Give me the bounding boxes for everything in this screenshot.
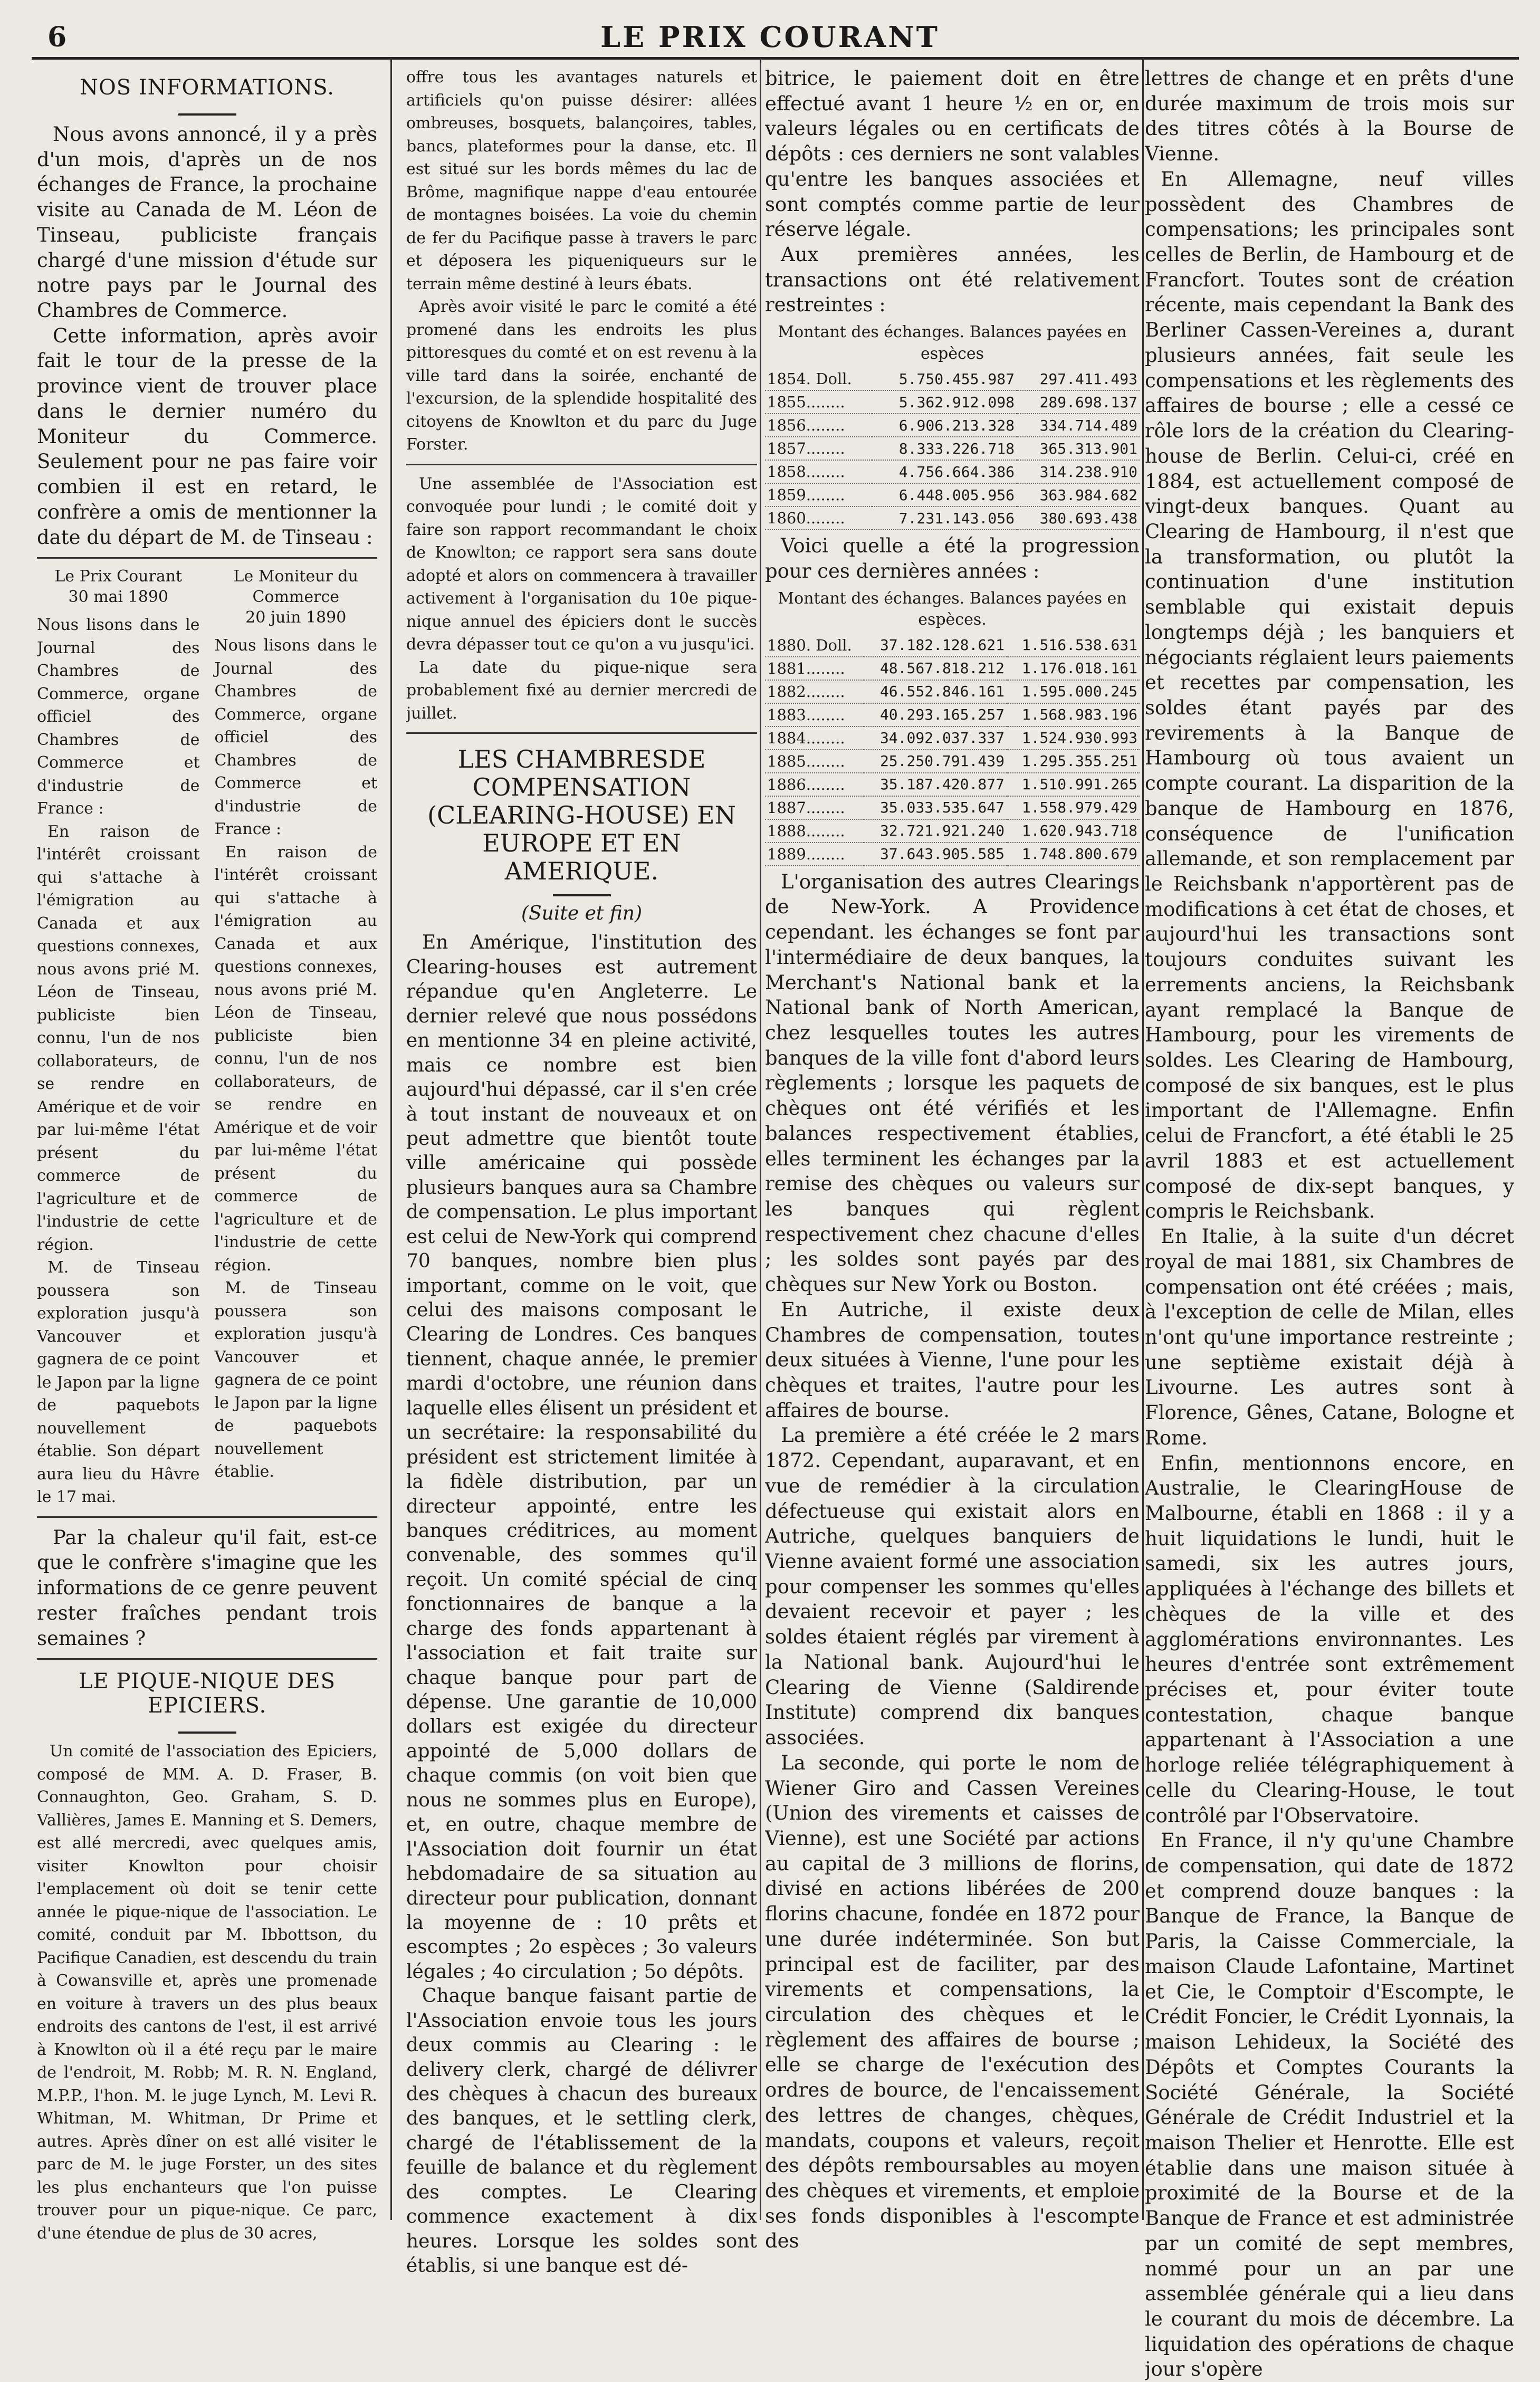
divider — [406, 464, 757, 465]
amount-cell: 6.448.005.956 — [872, 483, 1017, 506]
table-row — [765, 634, 1140, 657]
amount-cell: 6.906.213.328 — [872, 414, 1017, 437]
paragraph: La seconde, qui porte le nom de Wiener Giro and Cassen Vereines (Union des virements et caisses de Vienne), est une Société par actions au capital de 3 millions de florins, divisé en actions libérées de 200 florins chacune, fondée en 1872 pour une durée indéterminée. Son but principal est de faciliter, par des virements et compensations, la circulation des chèques et le règlement des affaires de bourse ; elle se charge de l'exécution des ordres de bource, de l'encaissement des lettres de changes, chèques, mandats, coupons et valeurs, reçoit des dépôts remboursables au moyen des chèques et virements, et emploie ses fonds disponibles à l'escompte des — [765, 1751, 1140, 2253]
paragraph: Voici quelle a été la progression pour ces dernières années : — [765, 534, 1140, 582]
balance-cell: 1.558.979.429 — [1007, 796, 1140, 819]
table-row — [765, 657, 1140, 680]
masthead — [0, 11, 1540, 58]
table-header — [765, 322, 1140, 365]
balance-cell: 1.516.538.631 — [1007, 634, 1140, 657]
paragraph: M. de Tinseau poussera son exploration jusqu'à Vancouver et gagnera de ce point le Japon par la ligne de paquebots nouvellement établie. Son départ aura lieu du Hâvre le 17 mai. — [37, 1258, 200, 1507]
year-cell: 1887........ — [765, 796, 864, 819]
article-heading: LES CHAMBRESDE COMPENSATION (CLEARING-HOUSE) EN EUROPE ET EN AMERIQUE. — [427, 745, 736, 885]
balance-cell: 1.748.800.679 — [1007, 843, 1140, 866]
year-cell: 1859........ — [765, 483, 872, 506]
balance-cell: 1.524.930.993 — [1007, 726, 1140, 750]
exchange-table-1889 — [765, 634, 1140, 866]
year-cell: 1858........ — [765, 460, 872, 483]
table-row — [765, 703, 1140, 726]
table-row — [765, 483, 1140, 506]
comparison-left — [37, 566, 200, 1509]
paragraph: Un comité de l'association des Epiciers, composé de MM. A. D. Fraser, B. Connaughton, Geo. Graham, S. D. Vallières, James E. Manning et S. Demers, est allé mercredi, avec quelques amis, visiter Knowlton pour choisir l'emplacement où doit se tenir cette année le pique-nique de l'association. Le comité, conduit par M. Ibbottson, du Pacifique Canadien, est descendu du train à Cowansville et, après une promenade en voiture à travers un des plus beaux endroits des cantons de l'est, il est arrivé à Knowlton où il a été reçu par le maire de l'endroit, M. Robb; M. R. N. England, M.P.P., l'hon. M. le juge Lynch, M. Levi R. Whitman, M. Whitman, Dr Prime et autres. Après dîner on est allé visiter le parc de M. le juge Forster, un des sites les plus enchanteurs que l'on puisse trouver pour un pique-nique. Ce parc, d'une étendue de plus de 30 acres, — [37, 1742, 377, 2243]
paragraph: En raison de l'intérêt croissant qui s'attache à l'émigration au Canada et aux questions connexes, nous avons prié M. Léon de Tinseau, publiciste bien connu, l'un de nos collaborateurs, de se rendre en Amérique et de voir par lui-même l'état présent du commerce de l'agriculture et de l'industrie de cette région. — [37, 822, 200, 1254]
balance-cell: 1.620.943.718 — [1007, 819, 1140, 843]
balance-cell: 334.714.489 — [1017, 414, 1140, 437]
exchange-table-1860 — [765, 368, 1140, 530]
column-2 — [406, 66, 757, 2279]
amount-cell: 4.756.664.386 — [872, 460, 1017, 483]
paragraph: En Amérique, l'institution des Clearing-houses est autrement répandue qu'en Angleterre. Le dernier relevé que nous possédons en mentionne 34 en pleine activité, mais ce nombre est bien aujourd'hui dépassé, car il s'en crée à tout instant de nouveaux et on peut admettre que bientôt toute ville américaine qui possède plusieurs banques aura sa Chambre de compensation. Le plus important est celui de New-York qui comprend 70 banques, nombre bien plus important, comme on le voit, que celui des maisons composant le Clearing de Londres. Ces banques tiennent, chaque année, le premier mardi d'octobre, une réunion dans laquelle elles élisent un président et un secrétaire: la responsabilité du président est strictement limitée à la fidèle distribution, par un directeur appointé, entre les banques créditrices, au moment convenable, des sommes qu'il reçoit. Un comité spécial de cinq fonctionnaires de banque a la charge des fonds appartenant à l'association et fait traite sur chaque banque pour part de dépense. Une garantie de 10,000 dollars est exigée du directeur appointé de 5,000 dollars de chaque commis (on voit bien que nous ne sommes plus en Europe), et, en outre, chaque membre de l'Association doit fournir un état hebdomadaire de sa situation au directeur pour publication, donnant la moyenne de : 10 prêts et escomptes ; 2o espèces ; 3o valeurs légales ; 4o circulation ; 5o dépôts. — [406, 932, 757, 1983]
table-row — [765, 414, 1140, 437]
year-cell: 1886........ — [765, 773, 864, 796]
heading-rule — [178, 1732, 236, 1734]
paragraph: offre tous les avantages naturels et artificiels qu'on puisse désirer: allées ombreuses, bosquets, balançoires, tables, bancs, plateformes pour la danse, etc. Il est situé sur les bords mêmes du lac de Brôme, magnifique nappe d'eau entourée de montagnes boisées. La voie du chemin de fer du Pacifique passe à travers le parc et déposera les piqueniqueurs sur le terrain même destiné à leurs ébats. — [406, 68, 757, 293]
table-row — [765, 726, 1140, 750]
year-cell: 1888........ — [765, 819, 864, 843]
divider — [37, 557, 377, 559]
column-3 — [765, 66, 1140, 2254]
section-heading: LE PIQUE-NIQUE DES EPICIERS. — [78, 1669, 336, 1718]
year-cell: 1889........ — [765, 843, 864, 866]
year-cell: 1856........ — [765, 414, 872, 437]
year-cell: 1857........ — [765, 437, 872, 460]
paragraph: La date du pique-nique sera probablement fixé au dernier mercredi de juillet. — [406, 658, 757, 723]
section-heading: NOS INFORMATIONS. — [80, 75, 334, 100]
column-4 — [1145, 66, 1514, 2382]
amount-cell: 35.033.535.647 — [864, 796, 1007, 819]
balance-cell: 363.984.682 — [1017, 483, 1140, 506]
year-cell: 1883........ — [765, 703, 864, 726]
column-divider — [760, 58, 761, 2220]
balance-cell: 1.295.355.251 — [1007, 750, 1140, 773]
divider — [406, 732, 757, 734]
article-subheading: (Suite et fin) — [521, 903, 643, 925]
amount-cell: 5.362.912.098 — [872, 390, 1017, 414]
column-divider — [1142, 58, 1144, 2220]
heading-rule — [553, 894, 611, 896]
paragraph: En Autriche, il existe deux Chambres de compensation, toutes deux situées à Vienne, l'une pour les chèques et traites, l'autre pour les affaires de bourse. — [765, 1298, 1140, 1422]
amount-cell: 25.250.791.439 — [864, 750, 1007, 773]
amount-cell: 7.231.143.056 — [872, 506, 1017, 530]
year-cell: 1860........ — [765, 506, 872, 530]
year-cell: 1881........ — [765, 657, 864, 680]
table-row — [765, 843, 1140, 866]
table-row — [765, 437, 1140, 460]
heading-rule — [178, 113, 236, 116]
table-row — [765, 506, 1140, 530]
paragraph: Nous lisons dans le Journal des Chambres de Commerce, organe officiel des Chambres de Commerce et d'industrie de France : — [37, 616, 200, 818]
divider — [37, 1658, 377, 1660]
amount-cell: 34.092.037.337 — [864, 726, 1007, 750]
amount-cell: 48.567.818.212 — [864, 657, 1007, 680]
table-row — [765, 460, 1140, 483]
paragraph: En Allemagne, neuf villes possèdent des Chambres de compensations; les principales sont celles de Berlin, de Hambourg et de Francfort. Toutes sont de création récente, mais cependant la Bank des Berliner Cassen-Vereines a, durant plusieurs années, fait seule les compensations et les règlements des affaires de bourse ; elle a cessé ce rôle lors de la création du Clearing-house de Berlin. Celui-ci, créé en 1884, est actuellement composé de vingt-deux banques. Quant au Clearing de Hambourg, il n'est que la transformation, ou plutôt la continuation d'une institution semblable qui existait depuis longtemps déjà ; les banquiers et négociants réglaient leurs paiements et recettes par compensation, les soldes étant payés par des revirements à la Banque de Hambourg où tous avaient un compte courant. La disparition de la banque de Hambourg en 1876, conséquence de l'unification allemande, et son remplacement par le Reichsbank n'apportèrent pas de modifications à cet état de choses, et aujourd'hui les transactions sont toujours conduites suivant les errements anciens, la Reichsbank ayant remplacé la Banque de Hambourg, pour les virements de soldes. Les Clearing de Hambourg, composé de six banques, est le plus important de l'Allemagne. Enfin celui de Francfort, a été établi le 25 avril 1883 et est actuellement composé de dix-sept banques, y compris le Reichsbank. — [1145, 167, 1514, 1223]
comparison-right-head: Le Moniteur du Commerce 20 juin 1890 — [233, 567, 358, 627]
table-row — [765, 819, 1140, 843]
comparison-columns — [37, 566, 377, 1509]
page-number: 6 — [47, 21, 67, 53]
table-row — [765, 680, 1140, 703]
table-header — [765, 588, 1140, 631]
table-row — [765, 773, 1140, 796]
paragraph: Par la chaleur qu'il fait, est-ce que le confrère s'imagine que les informations de ce genre peuvent rester fraîches pendant trois semaines ? — [37, 1526, 377, 1650]
amount-cell: 35.187.420.877 — [864, 773, 1007, 796]
table-header-balance: Balances payées en espèces — [920, 323, 1127, 363]
balance-cell: 380.693.438 — [1017, 506, 1140, 530]
balance-cell: 297.411.493 — [1017, 368, 1140, 390]
paragraph: lettres de change et en prêts d'une durée maximum de trois mois sur des titres côtés à la Bourse de Vienne. — [1145, 67, 1514, 166]
year-cell: 1884........ — [765, 726, 864, 750]
paragraph: Une assemblée de l'Association est convoquée pour lundi ; le comité doit y faire son rapport recommandant le choix de Knowlton; ce rapport sera sans doute adopté et alors on commencera à travailler activement à l'organisation du 10e pique-nique annuel des épiciers dont le succès devra dépasser tout ce qu'on a vu jusqu'ici. — [406, 474, 757, 654]
balance-cell: 314.238.910 — [1017, 460, 1140, 483]
comparison-right — [215, 566, 378, 1509]
balance-cell: 1.568.983.196 — [1007, 703, 1140, 726]
paragraph: Aux premières années, les transactions ont été relativement restreintes : — [765, 243, 1140, 317]
paragraph: M. de Tinseau poussera son exploration jusqu'à Vancouver et gagnera de ce point le Japon par la ligne de paquebots nouvellement établie. — [214, 1279, 377, 1481]
column-divider — [390, 58, 392, 2220]
top-rule — [32, 57, 1519, 60]
year-cell: 1854. Doll. — [765, 368, 872, 390]
divider — [37, 1516, 377, 1518]
paragraph: L'organisation des autres Clearings de New-York. A Providence cependant. les échanges se font par l'intermédiaire de deux banques, la Merchant's National bank et la National bank of North American, chez lesquelles toutes les autres banques de la ville font d'abord leurs règlements ; lorsque les paquets de chèques ont été vérifiés et les balances respectivement établies, elles terminent les échanges par la remise des chèques ou valeurs sur les banques qui règlent respectivement chez chacune d'elles ; les soldes sont payés par des chèques sur New York ou Boston. — [765, 870, 1140, 1296]
table-header-amount: Montant des échanges. — [778, 589, 965, 608]
balance-cell: 289.698.137 — [1017, 390, 1140, 414]
balance-cell: 365.313.901 — [1017, 437, 1140, 460]
amount-cell: 46.552.846.161 — [864, 680, 1007, 703]
table-row — [765, 750, 1140, 773]
amount-cell: 37.643.905.585 — [864, 843, 1007, 866]
table-row — [765, 796, 1140, 819]
table-header-balance: Balances payées en espèces. — [918, 589, 1127, 629]
amount-cell: 40.293.165.257 — [864, 703, 1007, 726]
year-cell: 1885........ — [765, 750, 864, 773]
amount-cell: 37.182.128.621 — [864, 634, 1007, 657]
paragraph: bitrice, le paiement doit en être effectué avant 1 heure ½ en or, en valeurs légales ou en certificats de dépôts : ces derniers ne sont valables qu'entre les banques associées et sont comptés comme partie de leur réserve légale. — [765, 67, 1140, 241]
paragraph: Nous avons annoncé, il y a près d'un mois, d'après un de nos échanges de France, la prochaine visite au Canada de M. Léon de Tinseau, publiciste français chargé d'une mission d'étude sur notre pays par le Journal des Chambres de Commerce. — [37, 123, 377, 322]
paragraph: Enfin, mentionnons encore, en Australie, le ClearingHouse de Malbourne, établi en 1868 : il y a huit liquidations le lundi, huit le samedi, six les autres jours, appliquées à l'échange des billets et chèques de la ville et des agglomérations environnantes. Les heures d'entrée sont extrêmement précises et, pour éviter toute contestation, chaque banque appartenant à l'Association a une horloge reliée télégraphiquement à celle du Clearing-House, le tout contrôlé par l'Observatoire. — [1145, 1451, 1514, 1827]
comparison-left-head: Le Prix Courant 30 mai 1890 — [54, 567, 183, 607]
amount-cell: 32.721.921.240 — [864, 819, 1007, 843]
amount-cell: 8.333.226.718 — [872, 437, 1017, 460]
table-row — [765, 368, 1140, 390]
paragraph: Chaque banque faisant partie de l'Association envoie tous les jours deux commis au Clearing : le delivery clerk, chargé de délivrer des chèques à chacun des bureaux des banques, et le settling clerk, chargé de l'établissement de la feuille de balance et du règlement des comptes. Le Clearing commence exactement à dix heures. Lorsque les soldes sont établis, si une banque est dé- — [406, 1985, 757, 2277]
paragraph: En Italie, à la suite d'un décret royal de mai 1881, six Chambres de compensation ont été créées ; mais, à l'exception de celle de Milan, elles n'ont qu'une importance restreinte ; une septième existait déjà à Livourne. Les autres sont à Florence, Gênes, Catane, Bologne et Rome. — [1145, 1225, 1514, 1449]
paragraph: Nous lisons dans le Journal des Chambres de Commerce, organe officiel des Chambres de Commerce et d'industrie de France : — [214, 636, 377, 839]
paragraph: La première a été créée le 2 mars 1872. Cependant, auparavant, et en vue de remédier à la circulation défectueuse qui existait alors en Autriche, quelques banquiers de Vienne avaient formé une association pour compenser les sommes qu'elles devaient recevoir et payer ; les soldes étaient réglés par virement à la National bank. Aujourd'hui le Clearing de Vienne (Saldirende Institute) comprend dix banques associées. — [765, 1424, 1140, 1749]
column-1 — [37, 66, 377, 2245]
balance-cell: 1.176.018.161 — [1007, 657, 1140, 680]
balance-cell: 1.595.000.245 — [1007, 680, 1140, 703]
year-cell: 1882........ — [765, 680, 864, 703]
paragraph: En raison de l'intérêt croissant qui s'attache à l'émigration au Canada et aux questions connexes, nous avons prié M. Léon de Tinseau, publiciste bien connu, l'un de nos collaborateurs, de se rendre en Amérique et de voir par lui-même l'état présent du commerce de l'agriculture et de l'industrie de cette région. — [214, 843, 377, 1275]
paragraph: Après avoir visité le parc le comité a été promené dans les endroits les plus pittoresques du comté et on est revenu à la ville tard dans la soirée, enchanté de l'excursion, de la splendide hospitalité des citoyens de Knowlton et du parc du Juge Forster. — [406, 298, 757, 454]
year-cell: 1880. Doll. — [765, 634, 864, 657]
table-header-amount: Montant des échanges. — [778, 323, 965, 342]
table-row — [765, 390, 1140, 414]
paragraph: Cette information, après avoir fait le tour de la presse de la province vient de trouver place dans le dernier numéro du Moniteur du Commerce. Seulement pour ne pas faire voir combien il est en retard, le confrère a omis de mentionner la date du départ de M. de Tinseau : — [37, 324, 377, 549]
paragraph: En France, il n'y qu'une Chambre de compensation, qui date de 1872 et comprend douze banques : la Banque de France, la Banque de Paris, la Caisse Commerciale, la maison Claude Lafontaine, Martinet et Cie, le Comptoir d'Escompte, le Crédit Foncier, le Crédit Lyonnais, la maison Lehideux, la Société des Dépôts et Comptes Courants la Société Générale, la Société Générale de Crédit Industriel et la maison Thelier et Henrotte. Elle est établie dans une maison située à proximité de la Bourse et de la Banque de France et est administrée par un comité de sept membres, nommé pour un an par une assemblée générale qui a lieu dans le courant du mois de décembre. La liquidation des opérations de chaque jour s'opère — [1145, 1829, 1514, 2381]
year-cell: 1855........ — [765, 390, 872, 414]
amount-cell: 5.750.455.987 — [872, 368, 1017, 390]
running-title: LE PRIX COURANT — [600, 20, 940, 54]
balance-cell: 1.510.991.265 — [1007, 773, 1140, 796]
